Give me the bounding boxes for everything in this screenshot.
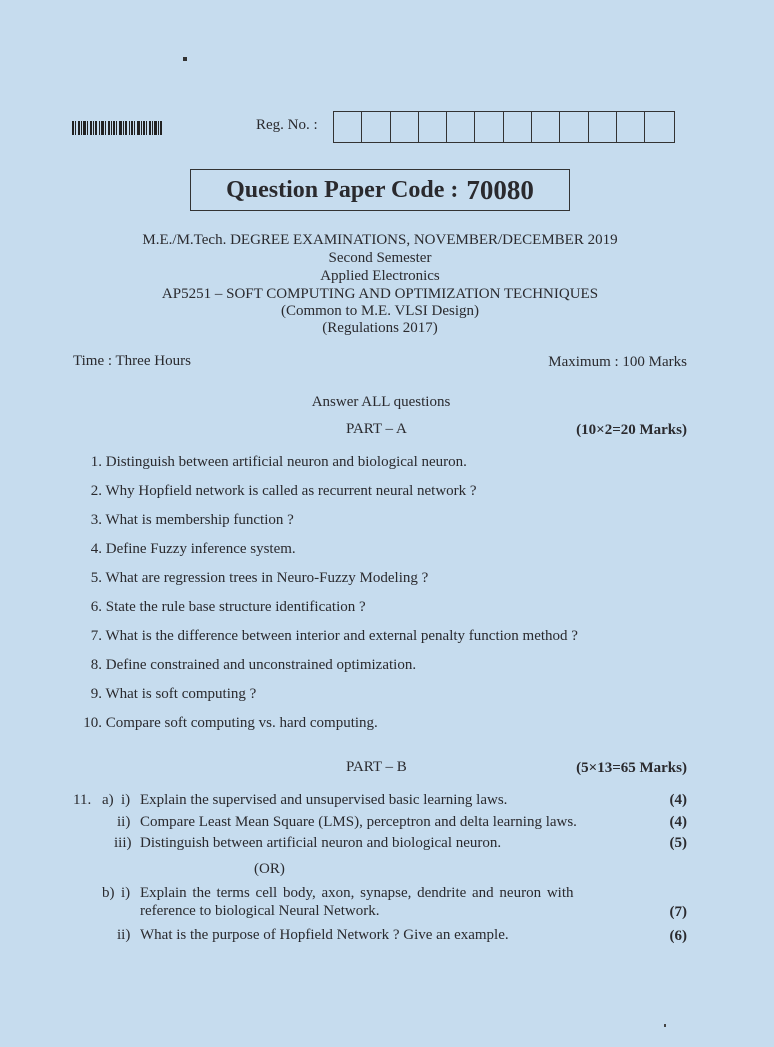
q11a-ii-label: ii) bbox=[117, 814, 131, 830]
part-a-marks: (10×2=20 Marks) bbox=[576, 422, 687, 438]
q11b-i-text-line2: reference to biological Neural Network. bbox=[140, 903, 380, 919]
q11a-i-marks: (4) bbox=[669, 792, 687, 808]
question: 5. What are regression trees in Neuro-Fuzzy Modeling ? bbox=[90, 570, 429, 586]
subject: AP5251 – SOFT COMPUTING AND OPTIMIZATION TECHNIQUES bbox=[161, 286, 599, 302]
barcode bbox=[72, 121, 171, 135]
q11b-i-text-line1: Explain the terms cell body, axon, synapse, dendrite and neuron with bbox=[140, 885, 574, 901]
question: 1. Distinguish between artificial neuron and biological neuron. bbox=[90, 454, 467, 470]
part-b-title: PART – B bbox=[346, 759, 407, 775]
q11a-ii-marks: (4) bbox=[669, 814, 687, 830]
reg-no-cell[interactable] bbox=[334, 112, 362, 142]
ink-speck bbox=[664, 1024, 666, 1027]
q11b-label: b) bbox=[102, 885, 115, 901]
semester: Second Semester bbox=[328, 250, 432, 266]
reg-no-boxes[interactable] bbox=[333, 111, 675, 143]
question-paper-code-box bbox=[190, 169, 570, 211]
q11-number: 11. bbox=[73, 792, 92, 808]
regulations: (Regulations 2017) bbox=[322, 320, 438, 336]
q11a-ii-text: Compare Least Mean Square (LMS), perceptron and delta learning laws. bbox=[140, 814, 577, 830]
reg-no-cell[interactable] bbox=[362, 112, 390, 142]
reg-no-cell[interactable] bbox=[391, 112, 419, 142]
reg-no-cell[interactable] bbox=[419, 112, 447, 142]
qpc-label: Question Paper Code : bbox=[226, 176, 459, 203]
question: 7. What is the difference between interior and external penalty function method ? bbox=[90, 628, 578, 644]
q11a-i-text: Explain the supervised and unsupervised basic learning laws. bbox=[140, 792, 508, 808]
reg-no-cell[interactable] bbox=[589, 112, 617, 142]
q11a-iii-text: Distinguish between artificial neuron and biological neuron. bbox=[140, 835, 502, 851]
reg-no-cell[interactable] bbox=[560, 112, 588, 142]
reg-no-cell[interactable] bbox=[447, 112, 475, 142]
question: 6. State the rule base structure identification ? bbox=[90, 599, 366, 615]
q11a-iii-label: iii) bbox=[114, 835, 132, 851]
q11b-i-marks: (7) bbox=[669, 904, 687, 920]
question: 2. Why Hopfield network is called as recurrent neural network ? bbox=[90, 483, 477, 499]
part-b-marks: (5×13=65 Marks) bbox=[576, 760, 687, 776]
question: 8. Define constrained and unconstrained optimization. bbox=[90, 657, 417, 673]
qpc-code: 70080 bbox=[466, 174, 534, 205]
common-to: (Common to M.E. VLSI Design) bbox=[280, 303, 480, 319]
reg-no-label: Reg. No. : bbox=[256, 117, 318, 133]
branch: Applied Electronics bbox=[320, 268, 440, 284]
q11a-label: a) bbox=[102, 792, 114, 808]
part-a-title: PART – A bbox=[346, 421, 407, 437]
q11b-i-label: i) bbox=[121, 885, 131, 901]
q11b-ii-text: What is the purpose of Hopfield Network ? Give an example. bbox=[140, 927, 509, 943]
exam-title: M.E./M.Tech. DEGREE EXAMINATIONS, NOVEMBER/DECEMBER 2019 bbox=[142, 232, 618, 248]
reg-no-cell[interactable] bbox=[475, 112, 503, 142]
question: 4. Define Fuzzy inference system. bbox=[90, 541, 296, 557]
or-separator: (OR) bbox=[254, 861, 285, 877]
maximum-marks: Maximum : 100 Marks bbox=[548, 354, 687, 370]
reg-no-cell[interactable] bbox=[617, 112, 645, 142]
q11b-ii-label: ii) bbox=[117, 927, 131, 943]
question: 3. What is membership function ? bbox=[90, 512, 294, 528]
time-allowed: Time : Three Hours bbox=[73, 353, 191, 369]
q11a-i-label: i) bbox=[121, 792, 131, 808]
reg-no-cell[interactable] bbox=[645, 112, 673, 142]
question: 9. What is soft computing ? bbox=[90, 686, 257, 702]
q11a-iii-marks: (5) bbox=[669, 835, 687, 851]
ink-dot bbox=[183, 57, 187, 61]
reg-no-cell[interactable] bbox=[504, 112, 532, 142]
reg-no-cell[interactable] bbox=[532, 112, 560, 142]
instruction: Answer ALL questions bbox=[311, 394, 451, 410]
q11b-ii-marks: (6) bbox=[669, 928, 687, 944]
question: 10. Compare soft computing vs. hard computing. bbox=[83, 715, 378, 731]
